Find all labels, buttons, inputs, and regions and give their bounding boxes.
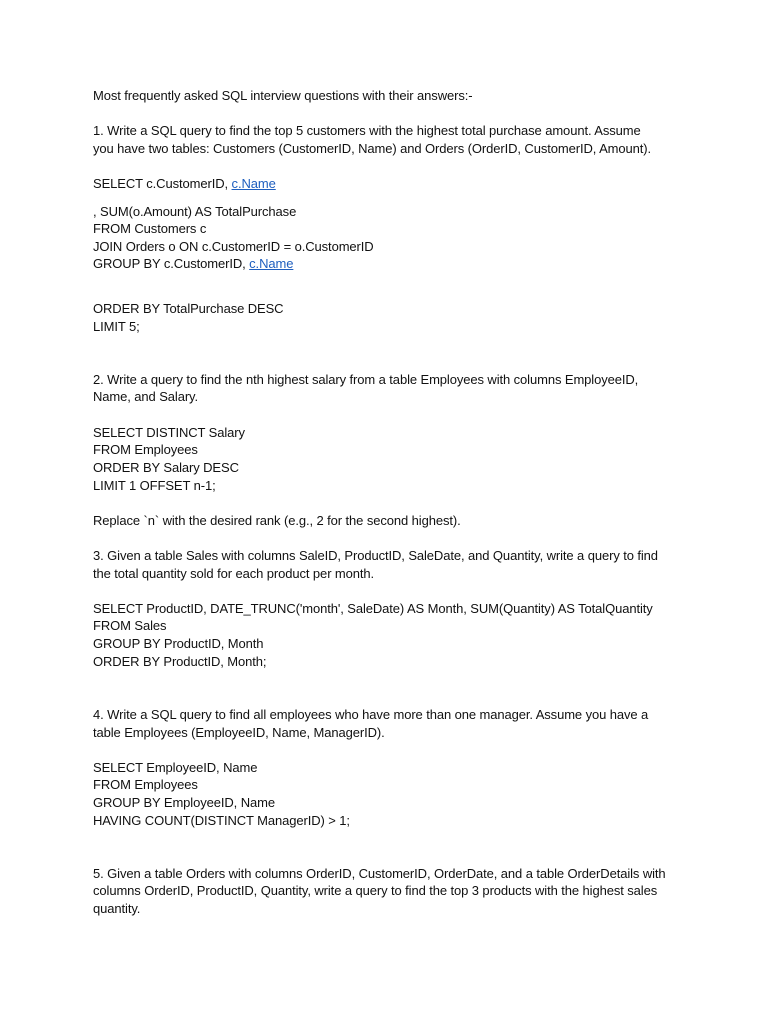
q1-code-line-3: FROM Customers c [93, 221, 207, 236]
question-5-line-1: 5. Given a table Orders with columns OrderID, CustomerID, OrderDate, and a table OrderDetails with [93, 866, 666, 881]
question-4-line-1: 4. Write a SQL query to find all employees who have more than one manager. Assume you have a [93, 707, 649, 722]
q1-code-line-1 [93, 175, 276, 192]
q2-code-line-1: SELECT DISTINCT Salary [93, 425, 245, 440]
q4-code-line-4: HAVING COUNT(DISTINCT ManagerID) > 1; [93, 813, 350, 828]
question-5-line-2: columns OrderID, ProductID, Quantity, write a query to find the top 3 products with the highest sales [93, 883, 658, 898]
q1-code-line-2: , SUM(o.Amount) AS TotalPurchase [93, 204, 297, 219]
question-2-line-2: Name, and Salary. [93, 389, 198, 404]
q2-code-line-2: FROM Employees [93, 442, 198, 457]
q1-code-line-7: LIMIT 5; [93, 319, 140, 334]
question-3-line-2: the total quantity sold for each product per month. [93, 566, 375, 581]
c-name-link[interactable]: c.Name [249, 256, 294, 271]
question-2-line-1: 2. Write a query to find the nth highest salary from a table Employees with columns EmployeeID, [93, 372, 639, 387]
q2-note: Replace `n` with the desired rank (e.g., 2 for the second highest). [93, 513, 461, 528]
c-name-link[interactable]: c.Name [231, 176, 276, 191]
q1-code-line-4: JOIN Orders o ON c.CustomerID = o.CustomerID [93, 239, 374, 254]
question-5-line-3: quantity. [93, 901, 141, 916]
q2-code-line-4: LIMIT 1 OFFSET n-1; [93, 478, 216, 493]
q1-code-line-6: ORDER BY TotalPurchase DESC [93, 301, 284, 316]
q1-code-line-5 [93, 255, 293, 272]
question-4-line-2: table Employees (EmployeeID, Name, ManagerID). [93, 725, 385, 740]
q2-code-line-3: ORDER BY Salary DESC [93, 460, 239, 475]
question-1-line-1: 1. Write a SQL query to find the top 5 customers with the highest total purchase amount. Assume [93, 123, 641, 138]
q3-code-line-3: GROUP BY ProductID, Month [93, 636, 264, 651]
q4-code-line-2: FROM Employees [93, 777, 198, 792]
question-1-line-2: you have two tables: Customers (CustomerID, Name) and Orders (OrderID, CustomerID, Amount). [93, 141, 652, 156]
q1-code-line-5-text: GROUP BY c.CustomerID, [93, 256, 250, 271]
intro-text: Most frequently asked SQL interview questions with their answers:- [93, 88, 473, 103]
q3-code-line-2: FROM Sales [93, 618, 167, 633]
q3-code-line-4: ORDER BY ProductID, Month; [93, 654, 267, 669]
q4-code-line-1: SELECT EmployeeID, Name [93, 760, 258, 775]
question-3-line-1: 3. Given a table Sales with columns SaleID, ProductID, SaleDate, and Quantity, write a query to find [93, 548, 658, 563]
q1-code-line-1-text: SELECT c.CustomerID, [93, 176, 232, 191]
q4-code-line-3: GROUP BY EmployeeID, Name [93, 795, 275, 810]
q3-code-line-1: SELECT ProductID, DATE_TRUNC('month', SaleDate) AS Month, SUM(Quantity) AS TotalQuantity [93, 601, 653, 616]
